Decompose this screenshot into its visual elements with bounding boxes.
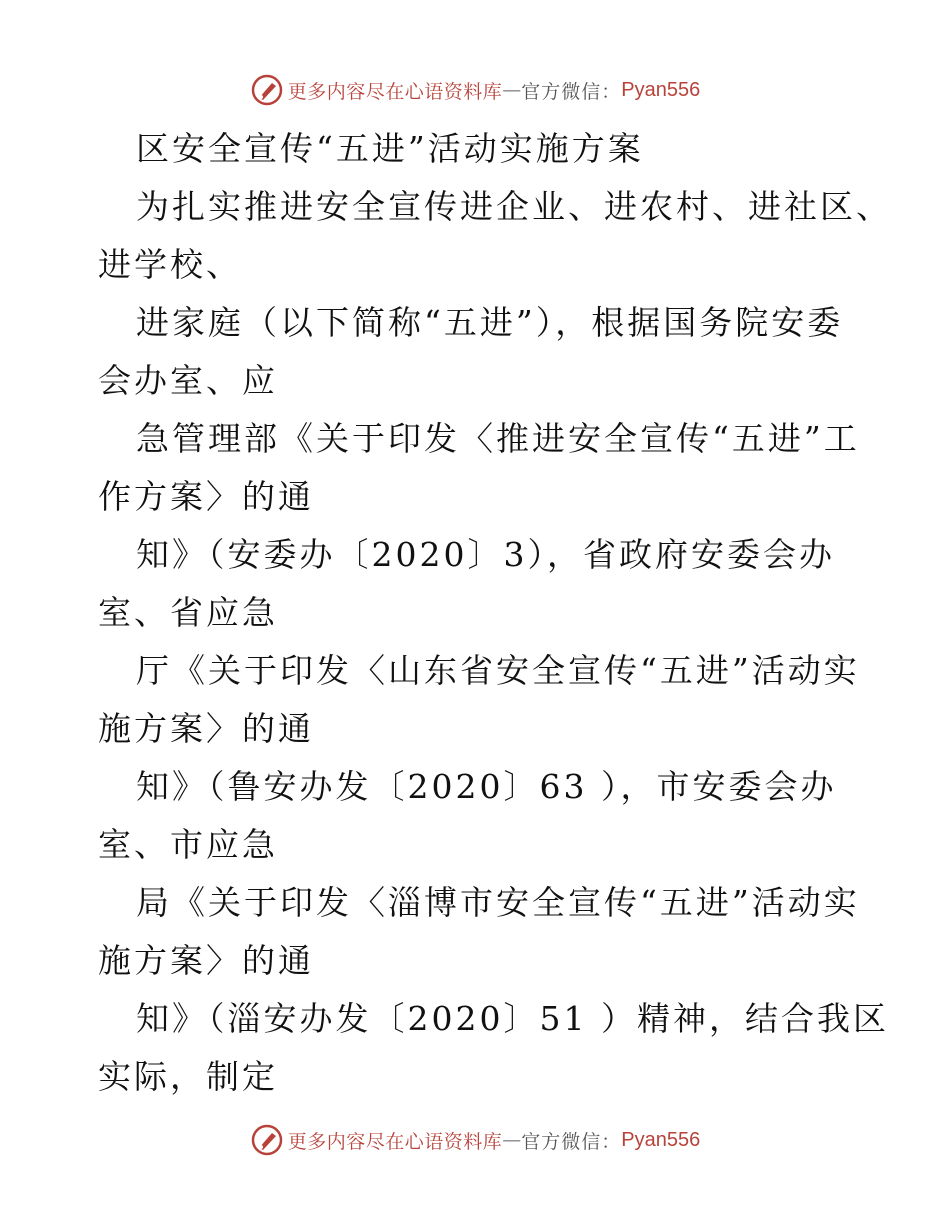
pen-logo-icon xyxy=(250,73,284,107)
document-body xyxy=(98,120,892,1106)
paragraph-line: 厅《关于印发〈山东省安全宣传“五进”活动实 xyxy=(136,651,860,690)
watermark-official: 官方微信： xyxy=(521,80,622,103)
paragraph-line: 实际，制定 xyxy=(98,1057,278,1096)
paragraph-line: 进家庭（以下简称“五进”），根据国务院安委 xyxy=(136,303,844,342)
watermark-separator: — xyxy=(502,1129,522,1151)
paragraph-line: 局《关于印发〈淄博市安全宣传“五进”活动实 xyxy=(136,883,860,922)
paragraph-line: 知》（鲁安办发〔2020〕63 ），市安委会办 xyxy=(136,767,837,806)
paragraph-line: 施方案〉的通 xyxy=(98,941,314,980)
paragraph-line: 室、省应急 xyxy=(98,593,278,632)
watermark-wechat-id: Pyan556 xyxy=(621,78,701,101)
paragraph-line: 知》（淄安办发〔2020〕51 ）精神，结合我区 xyxy=(136,999,889,1038)
doc-title: 区安全宣传“五进”活动实施方案 xyxy=(136,129,644,168)
paragraph-line: 急管理部《关于印发〈推进安全宣传“五进”工 xyxy=(136,419,860,458)
watermark-text: 更多内容尽在心语资料库 xyxy=(287,1130,503,1153)
watermark-wechat-id: Pyan556 xyxy=(621,1128,701,1151)
paragraph-line: 进学校、 xyxy=(98,245,242,284)
paragraph-line: 为扎实推进安全宣传进企业、进农村、进社区、 xyxy=(136,187,892,226)
pen-logo-icon xyxy=(250,1123,284,1157)
watermark-text: 更多内容尽在心语资料库 xyxy=(287,80,503,103)
watermark-header xyxy=(0,70,950,110)
paragraph-line: 知》（安委办〔2020〕3），省政府安委会办 xyxy=(136,535,835,574)
watermark-official: 官方微信： xyxy=(521,1130,622,1153)
watermark-separator: — xyxy=(502,79,522,101)
paragraph-line: 施方案〉的通 xyxy=(98,709,314,748)
paragraph-line: 室、市应急 xyxy=(98,825,278,864)
watermark-footer xyxy=(0,1120,950,1160)
paragraph-line: 作方案〉的通 xyxy=(98,477,314,516)
paragraph-line: 会办室、应 xyxy=(98,361,278,400)
